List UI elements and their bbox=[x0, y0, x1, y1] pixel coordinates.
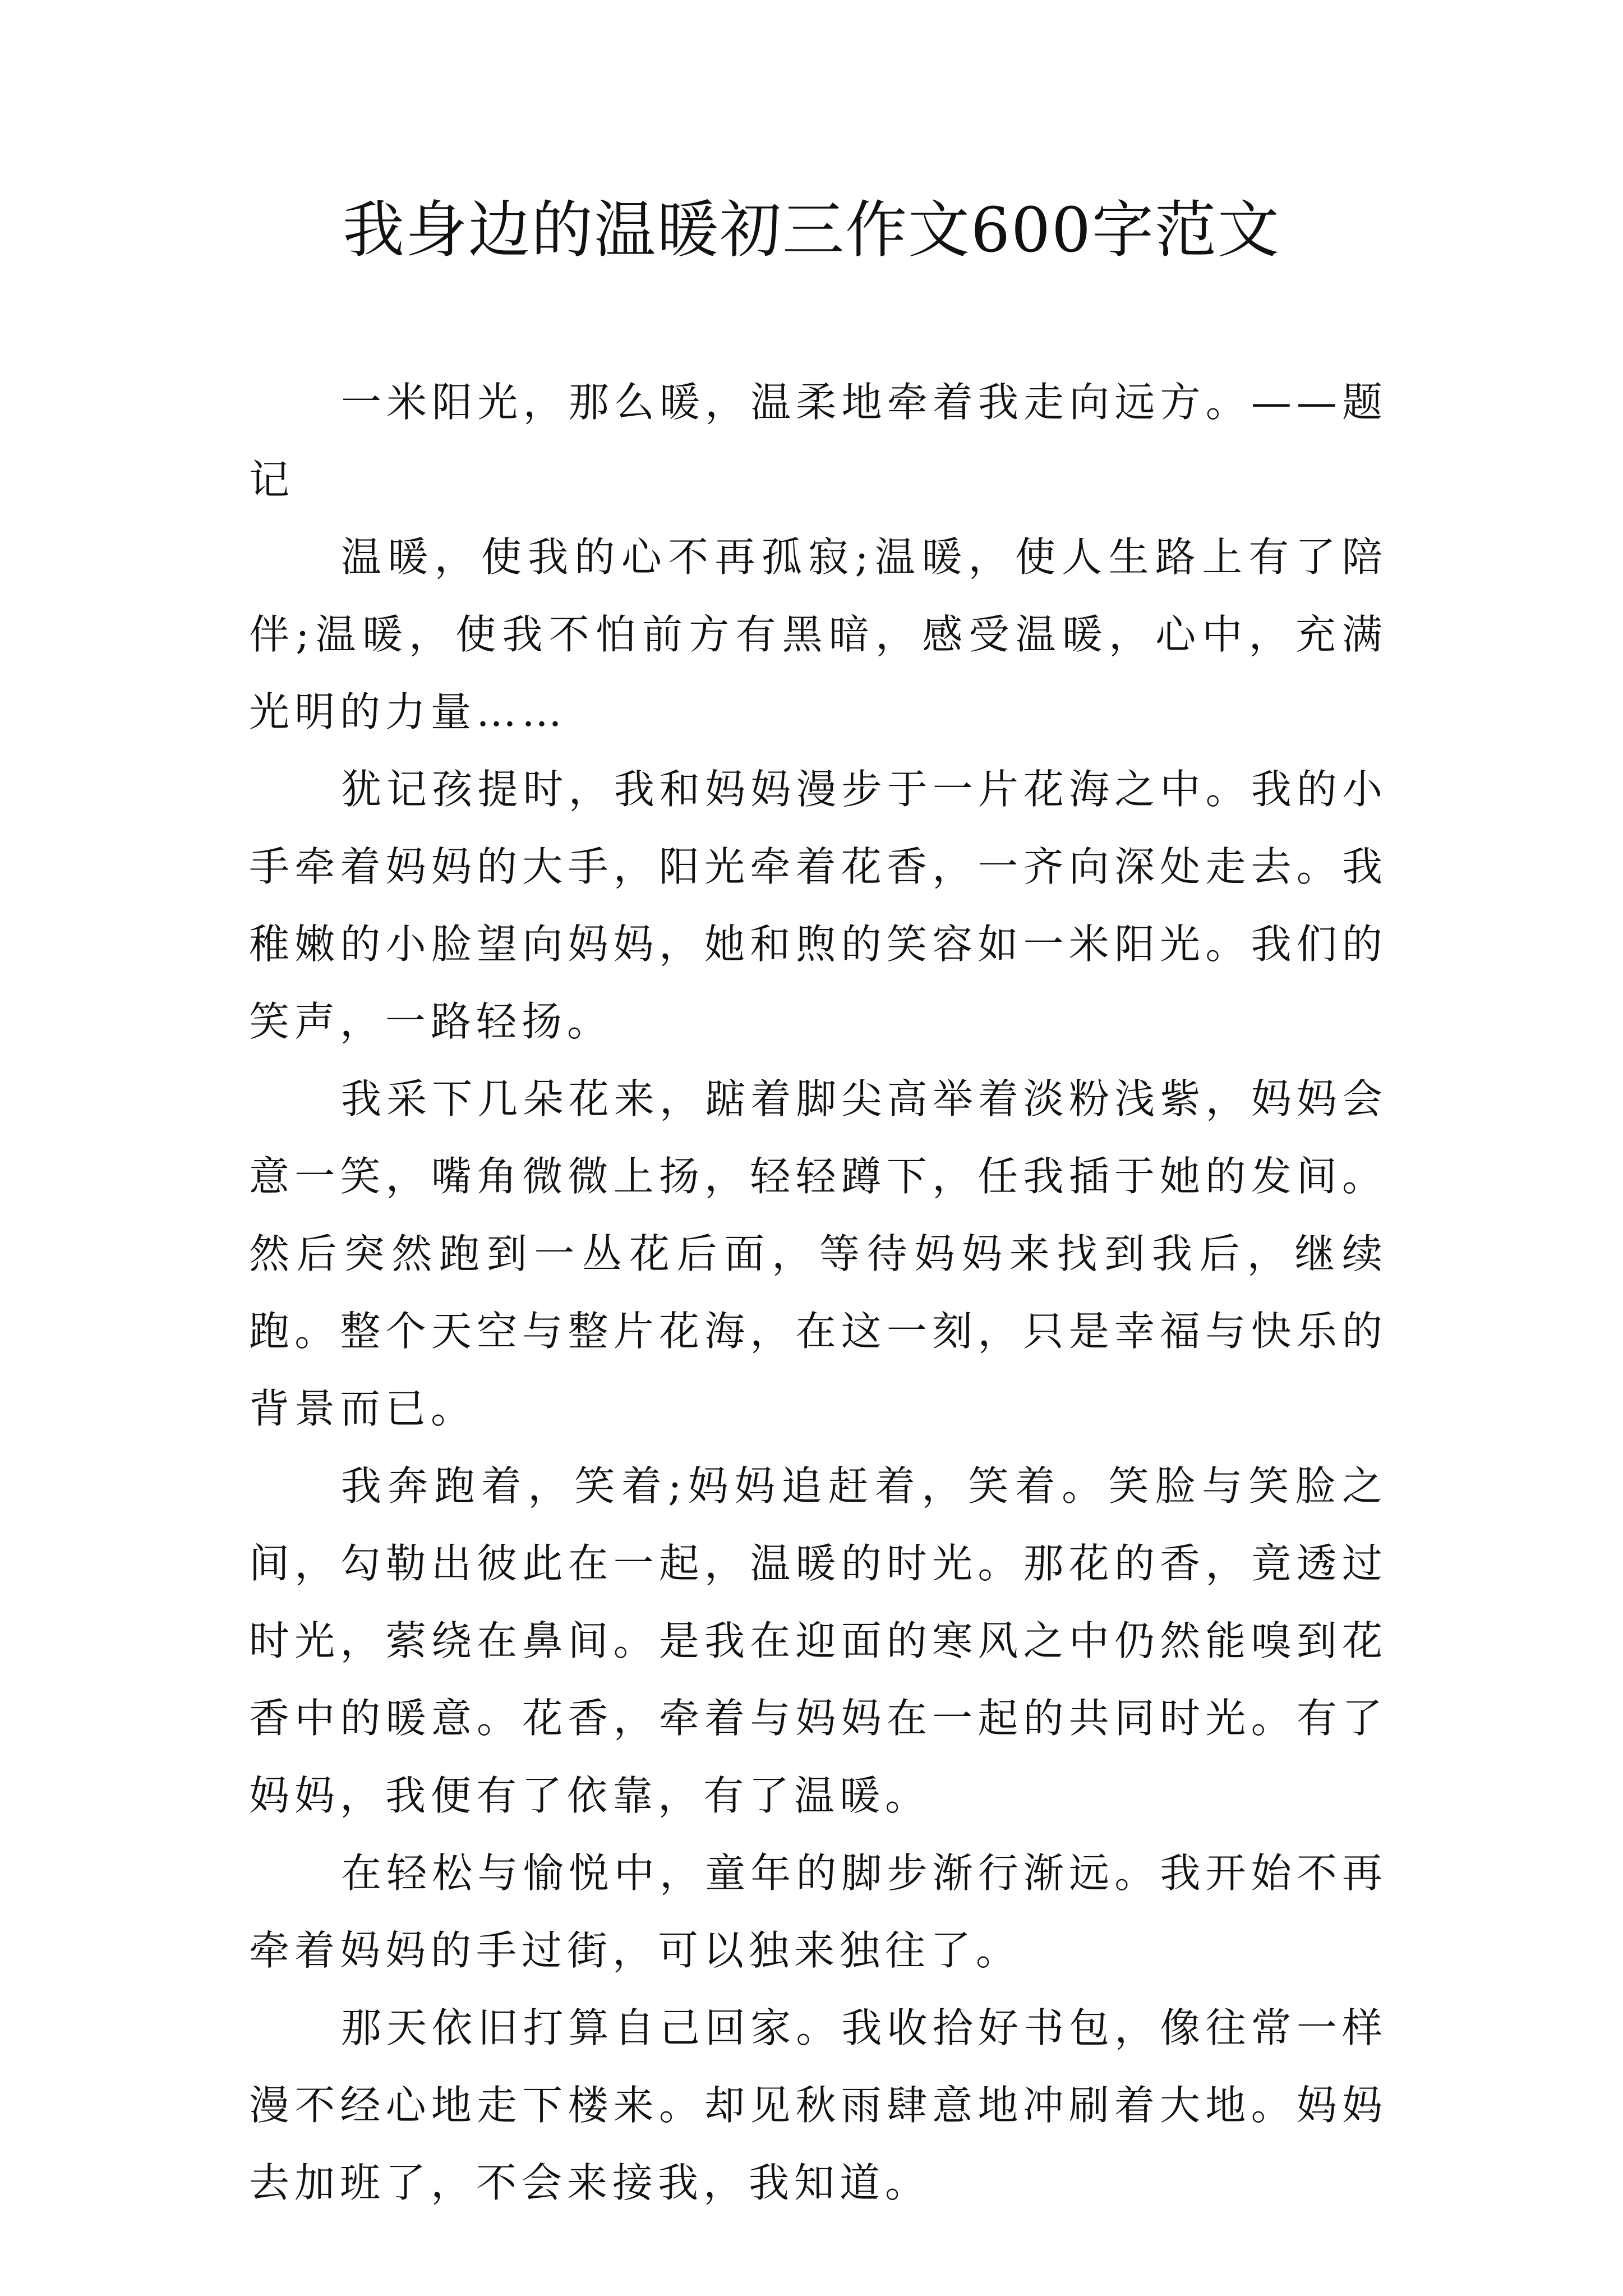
paragraph: 温暖，使我的心不再孤寂;温暖，使人生路上有了陪伴;温暖，使我不怕前方有黑暗，感受温暖，心中，充满光明的力量…… bbox=[249, 533, 1387, 735]
paragraph: 我奔跑着，笑着;妈妈追赶着，笑着。笑脸与笑脸之间，勾勒出彼此在一起，温暖的时光。那花的香，竟透过时光，萦绕在鼻间。是我在迎面的寒风之中仍然能嗅到花香中的暖意。花香，牵着与妈妈在一起的共同时光。有了妈妈，我便有了依靠，有了温暖。 bbox=[249, 1462, 1387, 1819]
paragraph-epigraph: 一米阳光，那么暖，温柔地牵着我走向远方。——题记 bbox=[249, 379, 1387, 503]
document-body bbox=[249, 364, 1387, 2221]
paragraph: 那天依旧打算自己回家。我收拾好书包，像往常一样漫不经心地走下楼来。却见秋雨肆意地冲刷着大地。妈妈去加班了，不会来接我，我知道。 bbox=[249, 2004, 1387, 2206]
paragraph: 在轻松与愉悦中，童年的脚步渐行渐远。我开始不再牵着妈妈的手过街，可以独来独往了。 bbox=[249, 1849, 1387, 1974]
paragraph: 我采下几朵花来，踮着脚尖高举着淡粉浅紫，妈妈会意一笑，嘴角微微上扬，轻轻蹲下，任我插于她的发间。然后突然跑到一丛花后面，等待妈妈来找到我后，继续跑。整个天空与整片花海，在这一刻，只是幸福与快乐的背景而已。 bbox=[249, 1075, 1387, 1432]
paragraph: 犹记孩提时，我和妈妈漫步于一片花海之中。我的小手牵着妈妈的大手，阳光牵着花香，一齐向深处走去。我稚嫩的小脸望向妈妈，她和煦的笑容如一米阳光。我们的笑声，一路轻扬。 bbox=[249, 766, 1387, 1045]
document-title: 我身边的温暖初三作文600字范文 bbox=[343, 194, 1280, 266]
